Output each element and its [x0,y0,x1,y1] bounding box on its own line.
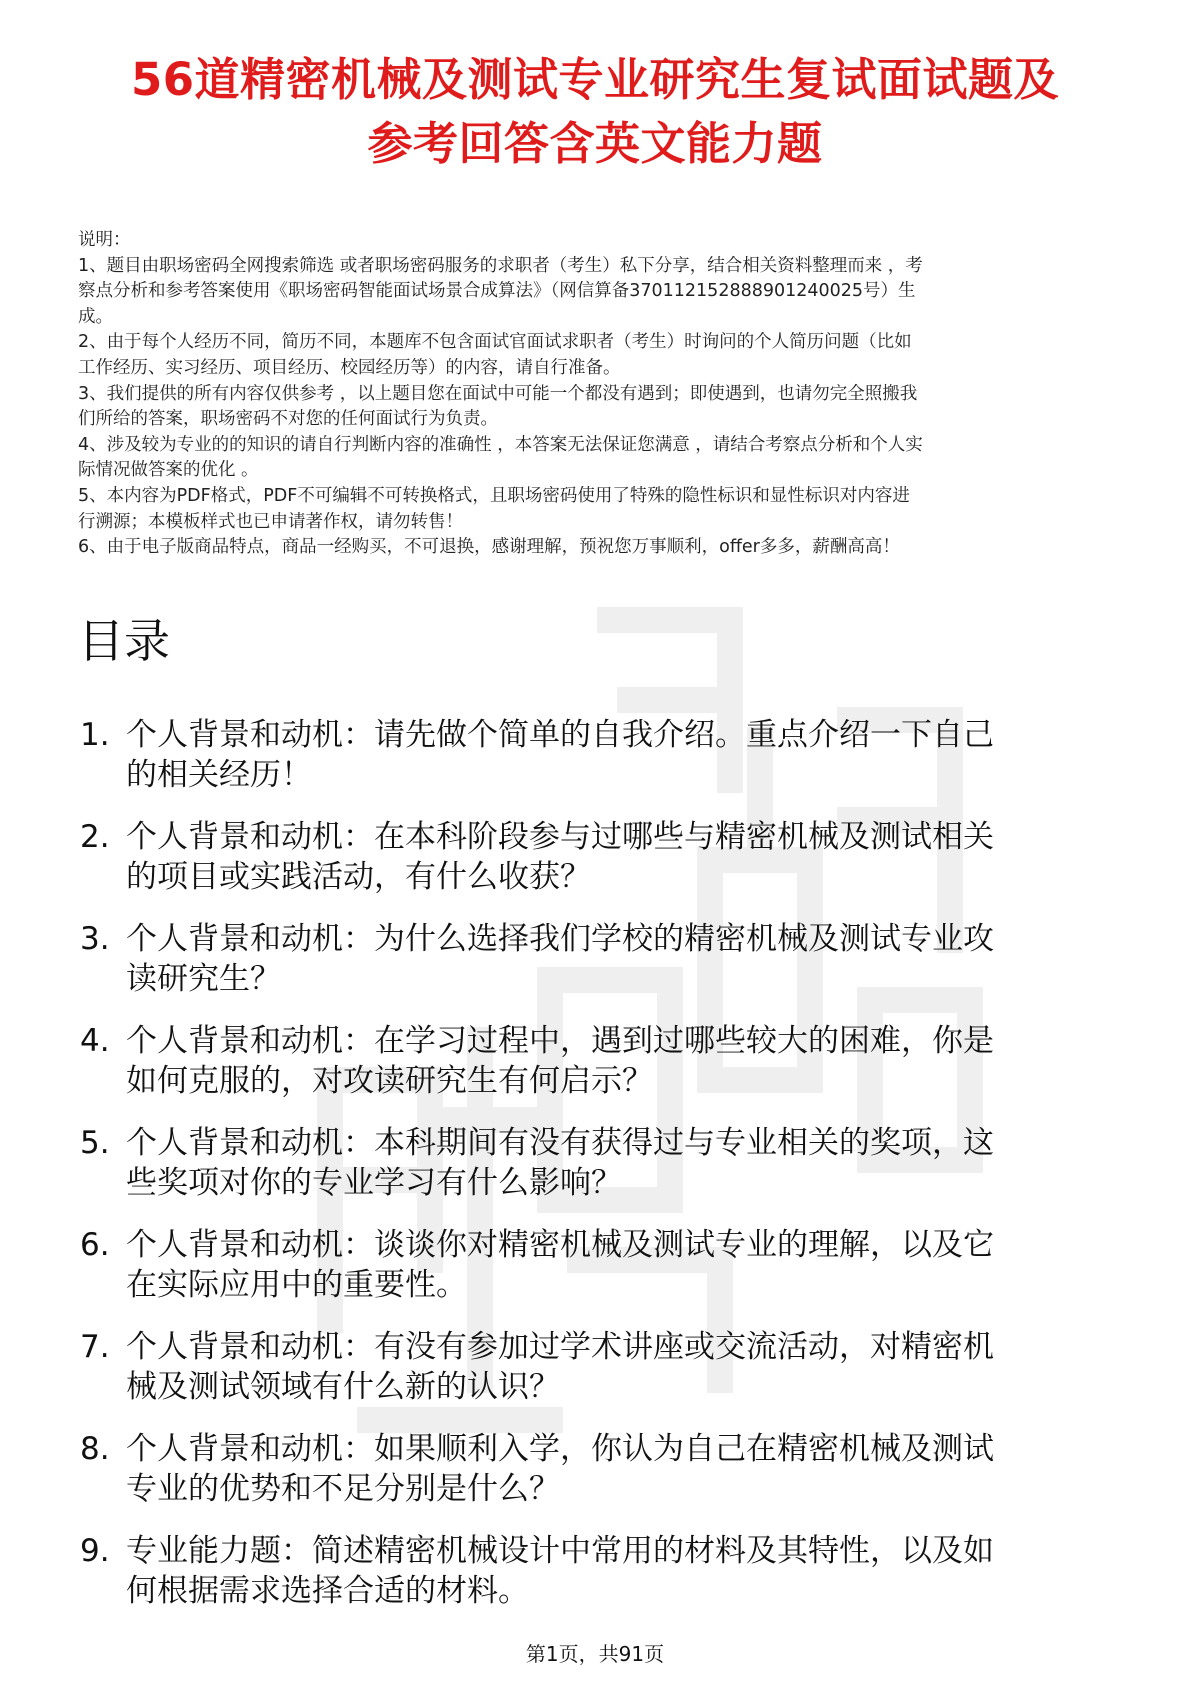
toc-heading: 目录 [78,613,170,668]
toc-item[interactable] [78,1327,1112,1407]
toc-item[interactable] [78,817,1112,897]
toc-item-line: 读研究生？ [126,960,281,997]
toc-item-number: 1. [80,716,110,753]
toc-item-line: 个人背景和动机：谈谈你对精密机械及测试专业的理解，以及它 [126,1226,994,1263]
toc-item-number: 2. [80,818,110,855]
note-line: 5、本内容为PDF格式，PDF不可编辑不可转换格式，且职场密码使用了特殊的隐性标识和显性标识对内容进 [78,485,910,506]
note-line: 说明： [78,230,131,250]
document-title [78,0,1112,176]
toc-list [78,715,1112,1611]
toc-item-line: 个人背景和动机：为什么选择我们学校的精密机械及测试专业攻 [126,920,994,957]
page-number-footer: 第1页，共91页 [525,1642,665,1666]
instructions-notes [78,228,1112,561]
toc-item[interactable] [78,1225,1112,1305]
toc-item-line: 个人背景和动机：本科期间有没有获得过与专业相关的奖项，这 [126,1124,994,1161]
toc-item[interactable] [78,1021,1112,1101]
toc-item-line: 个人背景和动机：在本科阶段参与过哪些与精密机械及测试相关 [126,818,994,855]
note-line: 成。 [78,306,113,327]
note-line: 行溯源；本模板样式也已申请著作权，请勿转售！ [78,511,463,532]
toc-item-number: 4. [80,1022,110,1059]
note-line: 3、我们提供的所有内容仅供参考 ，以上题目您在面试中可能一个都没有遇到；即使遇到，也请勿完全照搬我 [78,383,918,404]
toc-item-number: 8. [80,1430,110,1467]
toc-item[interactable] [78,919,1112,999]
note-line: 工作经历、实习经历、项目经历、校园经历等）的内容，请自行准备。 [78,357,621,378]
note-line: 们所给的答案，职场密码不对您的任何面试行为负责。 [78,409,498,430]
toc-item-line: 个人背景和动机：有没有参加过学术讲座或交流活动，对精密机 [126,1328,994,1365]
document-title-line: 参考回答含英文能力题 [367,117,823,170]
toc-item-line: 专业的优势和不足分别是什么？ [126,1470,560,1507]
toc-item-line: 的相关经历！ [126,756,312,793]
toc-item-line: 个人背景和动机：请先做个简单的自我介绍。重点介绍一下自己 [126,716,994,753]
toc-item-line: 何根据需求选择合适的材料。 [126,1572,529,1609]
toc-item-number: 3. [80,920,110,957]
toc-item-line: 如何克服的，对攻读研究生有何启示？ [126,1062,653,1099]
toc-item[interactable] [78,1531,1112,1611]
toc-item-number: 6. [80,1226,110,1263]
toc-item-number: 5. [80,1124,110,1161]
note-line: 1、题目由职场密码全网搜索筛选 或者职场密码服务的求职者（考生）私下分享，结合相关资料整理而来 ，考 [78,255,923,276]
toc-item-line: 些奖项对你的专业学习有什么影响？ [126,1164,622,1201]
toc-item-line: 在实际应用中的重要性。 [126,1266,467,1303]
toc-item-number: 9. [80,1532,110,1569]
document-title-line: 56道精密机械及测试专业研究生复试面试题及 [130,53,1060,106]
toc-item-line: 个人背景和动机：如果顺利入学，你认为自己在精密机械及测试 [126,1430,994,1467]
toc-item-line: 个人背景和动机：在学习过程中，遇到过哪些较大的困难，你是 [126,1022,994,1059]
note-line: 2、由于每个人经历不同，简历不同，本题库不包含面试官面试求职者（考生）时询问的个人简历问题（比如 [78,332,912,353]
toc-item-number: 7. [80,1328,110,1365]
note-line: 际情况做答案的优化 。 [78,460,259,481]
note-line: 4、涉及较为专业的的知识的请自行判断内容的准确性 ，本答案无法保证您满意 ，请结合考察点分析和个人实 [78,434,923,455]
toc-item-line: 专业能力题：简述精密机械设计中常用的材料及其特性，以及如 [126,1532,994,1569]
toc-item-line: 的项目或实践活动，有什么收获？ [126,858,591,895]
toc-item[interactable] [78,1429,1112,1509]
note-line: 6、由于电子版商品特点，商品一经购买，不可退换，感谢理解，预祝您万事顺利，offer多多，薪酬高高！ [78,537,900,558]
note-line: 察点分析和参考答案使用《职场密码智能面试场景合成算法》（网信算备370112152888901240025号）生 [78,281,916,302]
toc-item[interactable] [78,1123,1112,1203]
toc-item-line: 械及测试领域有什么新的认识？ [126,1368,560,1405]
toc-item[interactable] [78,715,1112,795]
